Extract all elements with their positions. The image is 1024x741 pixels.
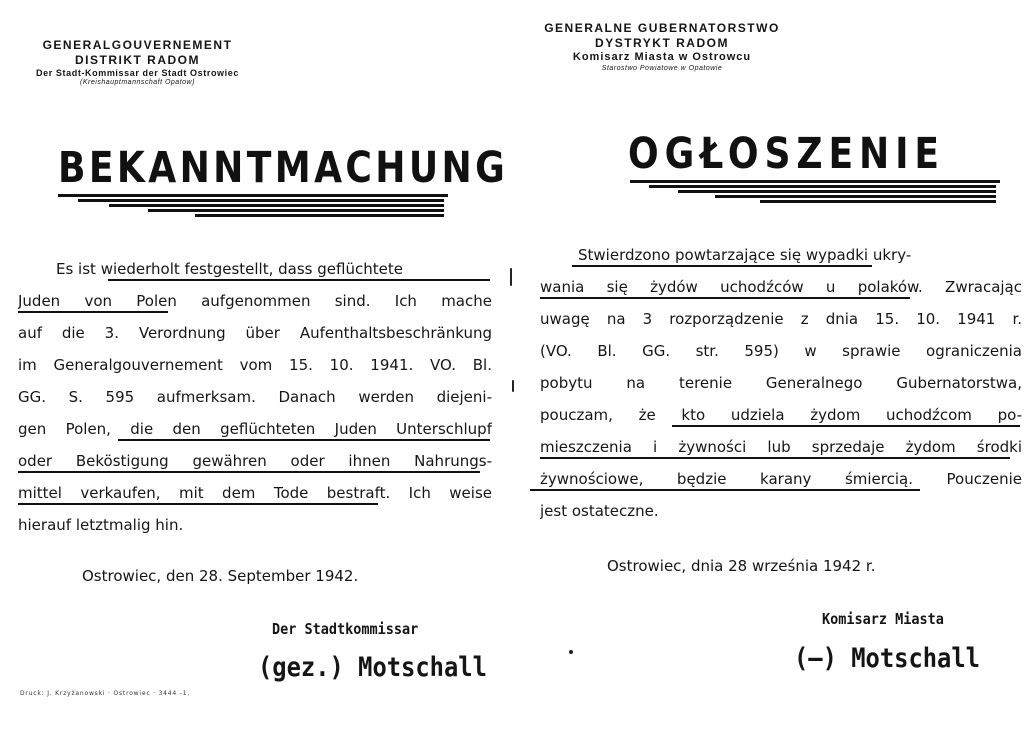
polish-body-line-4: (VO. Bl. GG. str. 595) w sprawie ograniczenia xyxy=(540,342,1022,360)
german-underline xyxy=(118,439,490,441)
german-body-line-7: oder Beköstigung gewähren oder ihnen Nahrungs- xyxy=(18,452,492,470)
polish-authority-line-4: Starostwo Powiatowe w Opatowie xyxy=(601,64,723,72)
german-printer-note: Druck: J. Krzyżanowski · Ostrowiec · 3444 -1. xyxy=(20,690,191,697)
german-body-line-9: hierauf letztmalig hin. xyxy=(18,516,184,534)
german-underline xyxy=(18,503,378,505)
polish-date-line: Ostrowiec, dnia 28 września 1942 r. xyxy=(607,557,876,575)
polish-authority-line-1: GENERALNE GUBERNATORSTWO xyxy=(544,21,780,35)
scan-speck xyxy=(510,268,512,286)
polish-underline xyxy=(672,425,1020,427)
german-body-line-6: gen Polen, die den geflüchteten Juden Unterschlupf xyxy=(18,420,492,438)
german-headline-rules xyxy=(58,194,448,219)
polish-body-line-8: żywnościowe, będzie karany śmiercią. Pouczenie xyxy=(540,470,1022,488)
german-underline xyxy=(18,471,480,473)
german-underline xyxy=(108,279,490,281)
german-underline xyxy=(18,311,168,313)
german-authority-line-2: DISTRIKT RADOM xyxy=(75,53,200,67)
german-body-line-4: im Generalgouvernement vom 15. 10. 1941. VO. Bl. xyxy=(18,356,492,374)
polish-underline xyxy=(540,297,910,299)
german-authority-line-1: GENERALGOUVERNEMENT xyxy=(42,38,233,52)
polish-underline xyxy=(572,265,872,267)
polish-body-text xyxy=(540,239,1022,527)
scan-speck xyxy=(512,380,514,392)
polish-underline xyxy=(540,457,1010,459)
polish-body-line-9: jest ostateczne. xyxy=(540,502,659,520)
german-authority-line-3: Der Stadt-Kommissar der Stadt Ostrowiec xyxy=(36,68,239,78)
polish-authority-header xyxy=(512,21,812,74)
german-signer-title: Der Stadtkommissar xyxy=(272,620,419,638)
german-authority-line-4: (Kreishauptmannschaft Opatow) xyxy=(80,79,195,87)
german-body-text xyxy=(18,253,492,541)
polish-authority-line-2: DYSTRYKT RADOM xyxy=(595,36,729,50)
polish-poster xyxy=(512,0,1024,741)
polish-signer-title: Komisarz Miasta xyxy=(822,610,944,628)
german-date-line: Ostrowiec, den 28. September 1942. xyxy=(82,567,359,585)
polish-signer-name: (—) Motschall xyxy=(794,643,980,674)
polish-body-line-7: mieszczenia i żywności lub sprzedaje żydom środki xyxy=(540,438,1022,456)
polish-headline-rules xyxy=(630,180,1000,205)
polish-body-line-1: Stwierdzono powtarzające się wypadki ukry- xyxy=(578,246,912,264)
german-body-line-1: Es ist wiederholt festgestellt, dass geflüchtete xyxy=(56,260,403,278)
polish-body-line-6: pouczam, że kto udziela żydom uchodźcom po- xyxy=(540,406,1022,424)
german-signer-name: (gez.) Motschall xyxy=(258,652,487,683)
polish-body-line-5: pobytu na terenie Generalnego Gubernatorstwa, xyxy=(540,374,1022,392)
polish-body-line-2: wania się żydów uchodźców u polaków. Zwracając xyxy=(540,278,1022,296)
german-body-line-5: GG. S. 595 aufmerksam. Danach werden diejeni- xyxy=(18,388,492,406)
german-headline: BEKANNTMACHUNG xyxy=(58,143,509,193)
german-authority-header xyxy=(0,38,275,88)
polish-headline: OGŁOSZENIE xyxy=(628,129,945,179)
polish-underline xyxy=(530,489,920,491)
polish-authority-line-3: Komisarz Miasta w Ostrowcu xyxy=(572,51,752,63)
german-body-line-2: Juden von Polen aufgenommen sind. Ich mache xyxy=(18,292,492,310)
german-body-line-3: auf die 3. Verordnung über Aufenthaltsbeschränkung xyxy=(18,324,492,342)
german-body-line-8: mittel verkaufen, mit dem Tode bestraft. Ich weise xyxy=(18,484,492,502)
polish-body-line-3: uwagę na 3 rozporządzenie z dnia 15. 10. 1941 r. xyxy=(540,310,1022,328)
scan-speck xyxy=(569,650,573,654)
